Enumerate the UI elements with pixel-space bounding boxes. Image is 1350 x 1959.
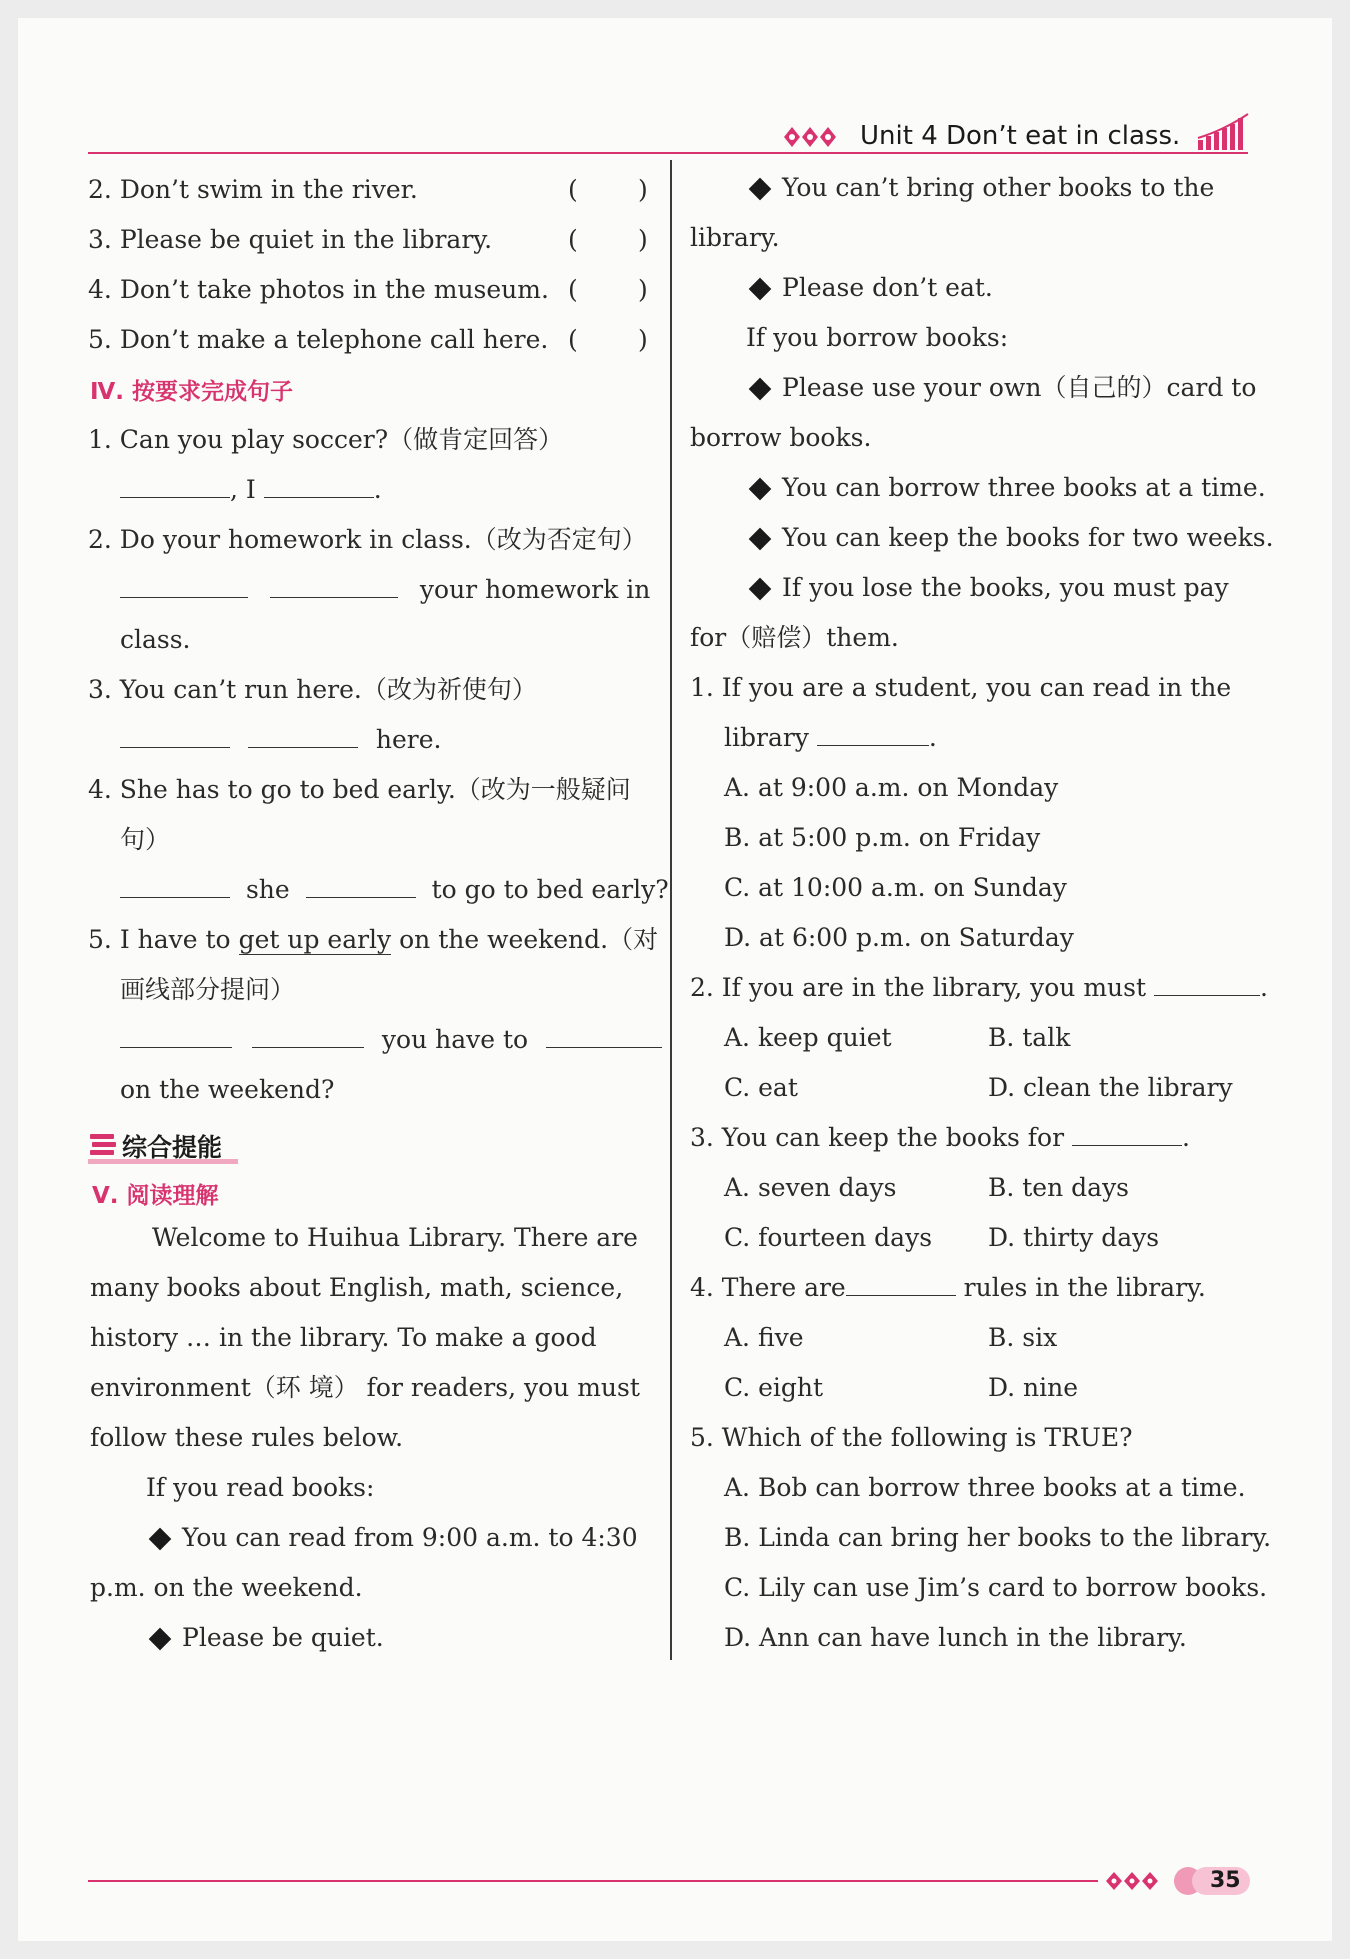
section-tag	[88, 1126, 238, 1164]
item-4: 4. Don’t take photos in the museum.	[88, 275, 549, 304]
item-5: 5. Don’t make a telephone call here.	[88, 325, 549, 354]
rule-8-cont: for（赔偿）them.	[690, 623, 899, 652]
rq3-option[interactable]: C. fourteen days	[724, 1223, 933, 1252]
rq5-option[interactable]: A. Bob can borrow three books at a time.	[724, 1473, 1246, 1502]
rq1-option[interactable]: D. at 6:00 p.m. on Saturday	[724, 923, 1074, 952]
blank-field[interactable]	[120, 471, 230, 498]
rq3-stem: 3. You can keep the books for .	[690, 1118, 1190, 1158]
rq4-stem: 4. There are rules in the library.	[690, 1268, 1206, 1308]
if-borrow-heading: If you borrow books:	[746, 323, 1009, 352]
blank-field[interactable]	[270, 571, 398, 598]
answer-paren-close: )	[638, 175, 648, 204]
rq1-option[interactable]: B. at 5:00 p.m. on Friday	[724, 823, 1041, 852]
rule-5: Please use your own（自己的）card to	[746, 368, 1256, 408]
section-4-title: Ⅳ. 按要求完成句子	[90, 379, 294, 405]
answer-paren-close: )	[638, 325, 648, 354]
page-number-badge	[1172, 1864, 1254, 1898]
answer-paren-open: (	[568, 175, 578, 204]
answer-paren-close: )	[638, 275, 648, 304]
blank-field[interactable]	[120, 1021, 232, 1048]
rule-4: Please don’t eat.	[746, 268, 993, 308]
rq2-option[interactable]: A. keep quiet	[724, 1023, 892, 1052]
blank-field[interactable]	[248, 721, 358, 748]
blank-field[interactable]	[546, 1021, 662, 1048]
blank-field[interactable]	[846, 1269, 956, 1296]
blank-field[interactable]	[120, 721, 230, 748]
rq4-option[interactable]: D. nine	[988, 1373, 1079, 1402]
rq5-stem: 5. Which of the following is TRUE?	[690, 1423, 1133, 1452]
answer-paren-open: (	[568, 225, 578, 254]
blank-field[interactable]	[264, 471, 374, 498]
section-5-title: Ⅴ. 阅读理解	[92, 1183, 219, 1209]
page-number: 35	[1210, 1868, 1241, 1893]
rule-1: You can read from 9:00 a.m. to 4:30	[146, 1518, 638, 1558]
header-arrows-icon	[780, 122, 850, 156]
blank-field[interactable]	[120, 571, 248, 598]
q1-stem: 1. Can you play soccer?（做肯定回答）	[88, 425, 564, 454]
header-bars-icon	[1196, 110, 1256, 156]
passage-line: follow these rules below.	[90, 1423, 404, 1452]
rq4-option[interactable]: A. five	[724, 1323, 804, 1352]
diamond-bullet-icon	[149, 1627, 172, 1650]
q5-end: on the weekend?	[120, 1075, 335, 1104]
rq2-stem: 2. If you are in the library, you must .	[690, 968, 1268, 1008]
q1-answer-line: , I .	[120, 470, 382, 510]
blank-field[interactable]	[1154, 969, 1260, 996]
blank-field[interactable]	[1072, 1119, 1182, 1146]
rq1-stem: 1. If you are a student, you can read in the	[690, 673, 1232, 702]
column-divider	[670, 160, 672, 1660]
passage-line: history … in the library. To make a good	[90, 1323, 597, 1352]
diamond-bullet-icon	[149, 1527, 172, 1550]
blank-field[interactable]	[120, 871, 230, 898]
rule-1-cont: p.m. on the weekend.	[90, 1573, 363, 1602]
diamond-bullet-icon	[749, 377, 772, 400]
blank-field[interactable]	[817, 719, 929, 746]
passage-line: environment（环 境） for readers, you must	[90, 1373, 640, 1402]
rule-3: You can’t bring other books to the	[746, 168, 1214, 208]
rule-7: You can keep the books for two weeks.	[746, 518, 1274, 558]
answer-paren-open: (	[568, 275, 578, 304]
rq3-option[interactable]: A. seven days	[724, 1173, 897, 1202]
diamond-bullet-icon	[749, 527, 772, 550]
rule-6: You can borrow three books at a time.	[746, 468, 1266, 508]
item-3: 3. Please be quiet in the library.	[88, 225, 493, 254]
rq4-option[interactable]: C. eight	[724, 1373, 824, 1402]
q2-cont: class.	[120, 625, 191, 654]
answer-paren-close: )	[638, 225, 648, 254]
q4-stem: 4. She has to go to bed early.（改为一般疑问	[88, 775, 631, 804]
rq1-option[interactable]: A. at 9:00 a.m. on Monday	[724, 773, 1059, 802]
rule-8: If you lose the books, you must pay	[746, 568, 1229, 608]
rule-3-cont: library.	[690, 223, 780, 252]
q4-stem-cont: 句）	[120, 825, 171, 854]
rq4-option[interactable]: B. six	[988, 1323, 1058, 1352]
passage-line: Welcome to Huihua Library. There are	[152, 1223, 638, 1252]
q3-answer-line: here.	[120, 720, 442, 760]
q5-stem: 5. I have to get up early on the weekend.（对	[88, 925, 659, 954]
rq5-option[interactable]: D. Ann can have lunch in the library.	[724, 1623, 1187, 1652]
blank-field[interactable]	[306, 871, 416, 898]
rule-2: Please be quiet.	[146, 1618, 384, 1658]
footer-rule	[88, 1880, 1098, 1882]
rule-5-cont: borrow books.	[690, 423, 872, 452]
diamond-bullet-icon	[749, 177, 772, 200]
unit-title: Unit 4 Don’t eat in class.	[860, 121, 1181, 151]
q2-answer-line: your homework in	[120, 570, 650, 610]
rq2-option[interactable]: D. clean the library	[988, 1073, 1233, 1102]
rq1-stem-cont: library .	[724, 718, 937, 758]
q2-stem: 2. Do your homework in class.（改为否定句）	[88, 525, 647, 554]
header-rule	[88, 152, 1248, 154]
diamond-bullet-icon	[749, 277, 772, 300]
blank-field[interactable]	[252, 1021, 364, 1048]
if-read-heading: If you read books:	[146, 1473, 375, 1502]
diamond-bullet-icon	[749, 477, 772, 500]
rq5-option[interactable]: B. Linda can bring her books to the library.	[724, 1523, 1272, 1552]
rq1-option[interactable]: C. at 10:00 a.m. on Sunday	[724, 873, 1067, 902]
q5-stem-cont: 画线部分提问）	[120, 975, 296, 1004]
underlined-phrase: get up early	[238, 925, 392, 954]
books-icon	[88, 1130, 118, 1160]
rq3-option[interactable]: D. thirty days	[988, 1223, 1160, 1252]
answer-paren-open: (	[568, 325, 578, 354]
footer-arrows-icon	[1102, 1868, 1172, 1898]
q5-answer-line: you have to	[120, 1020, 662, 1060]
rq5-option[interactable]: C. Lily can use Jim’s card to borrow books.	[724, 1573, 1268, 1602]
rq2-option[interactable]: C. eat	[724, 1073, 798, 1102]
passage-line: many books about English, math, science,	[90, 1273, 624, 1302]
q4-answer-line: she to go to bed early?	[120, 870, 669, 910]
rq2-option[interactable]: B. talk	[988, 1023, 1071, 1052]
item-2: 2. Don’t swim in the river.	[88, 175, 418, 204]
rq3-option[interactable]: B. ten days	[988, 1173, 1130, 1202]
diamond-bullet-icon	[749, 577, 772, 600]
q3-stem: 3. You can’t run here.（改为祈使句）	[88, 675, 537, 704]
comprehensive-title: 综合提能	[122, 1133, 223, 1162]
